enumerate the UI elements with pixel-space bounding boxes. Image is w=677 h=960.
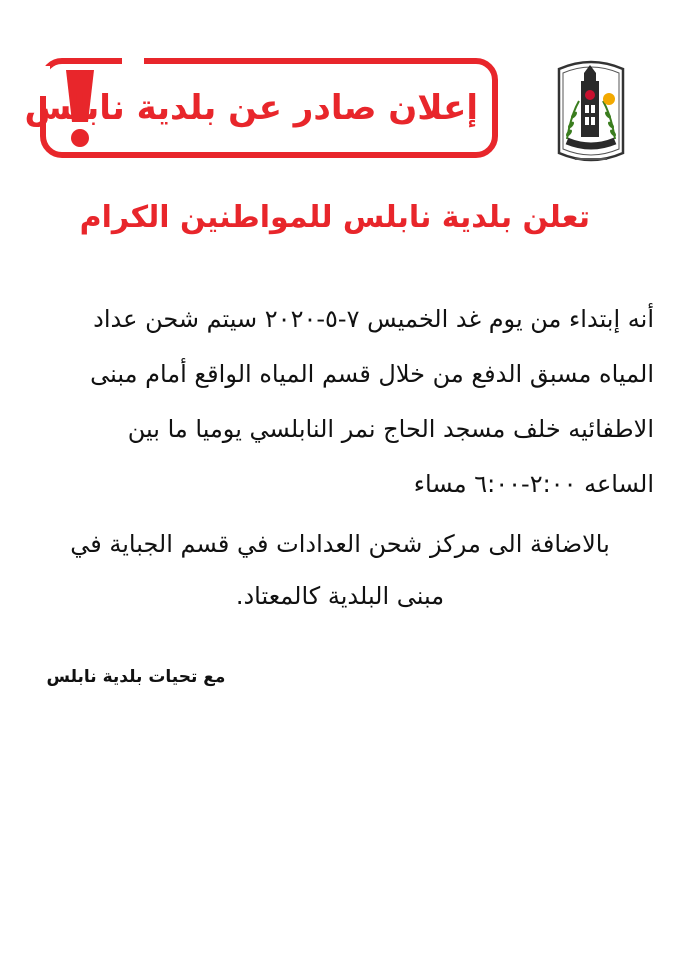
paragraph2-line: مبنى البلدية كالمعتاد. <box>235 582 445 610</box>
body-line: أنه إبتداء من يوم غد الخميس ٧-٥-٢٠٢٠ سيتم شحن عداد <box>93 305 654 333</box>
banner-title: إعلان صادر عن بلدية نابلس <box>24 88 478 128</box>
municipality-logo <box>553 55 629 171</box>
body-line: الساعه ٢:٠٠-٦:٠٠ مساء <box>413 470 654 498</box>
signoff: مع تحيات بلدية نابلس <box>46 667 226 687</box>
paragraph2-line: بالاضافة الى مركز شحن العدادات في قسم الجباية في <box>70 530 610 558</box>
body-line: الاطفائيه خلف مسجد الحاج نمر النابلسي يوميا ما بين <box>127 415 654 443</box>
announcement-paragraph-2 <box>26 518 654 622</box>
announcement-subtitle: تعلن بلدية نابلس للمواطنين الكرام <box>79 200 590 235</box>
body-line: المياه مسبق الدفع من خلال قسم المياه الواقع أمام مبنى <box>90 360 654 388</box>
banner-gap <box>122 50 144 64</box>
announcement-body <box>26 292 654 512</box>
